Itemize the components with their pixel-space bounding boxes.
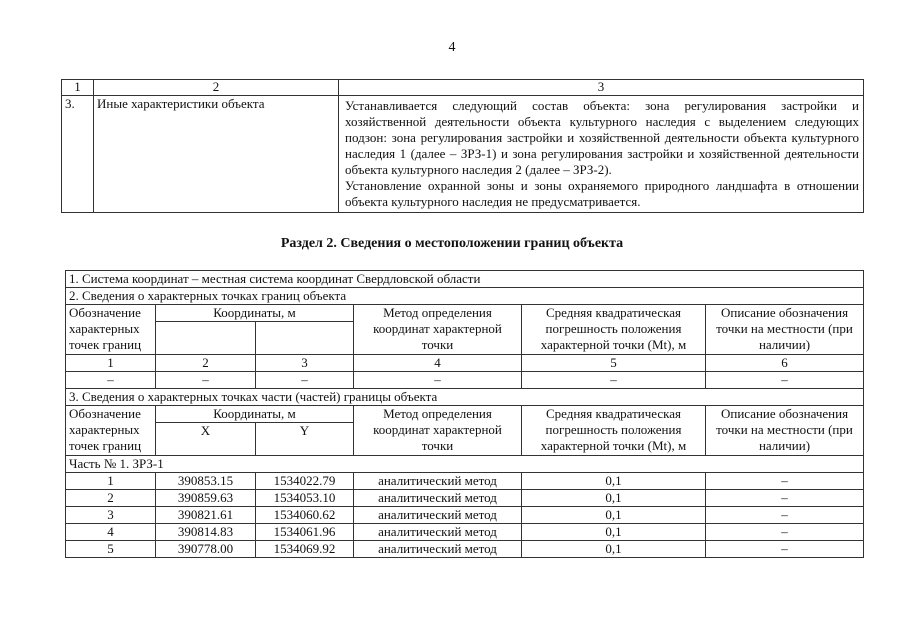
col-header-y bbox=[256, 322, 354, 355]
col-header-x: X bbox=[156, 423, 256, 456]
point-y: 1534022.79 bbox=[256, 473, 354, 490]
col-header-method: Метод определения координат характерной точки bbox=[354, 406, 522, 456]
col-header-designation: Обозначение характерных точек границ bbox=[66, 305, 156, 355]
col-header-method: Метод определения координат характерной точки bbox=[354, 305, 522, 355]
column-number: 6 bbox=[706, 355, 864, 372]
part-label-row: Часть № 1. ЗРЗ-1 bbox=[66, 456, 864, 473]
column-number: 2 bbox=[156, 355, 256, 372]
point-x: 390821.61 bbox=[156, 507, 256, 524]
table-row bbox=[66, 541, 864, 558]
point-number: 4 bbox=[66, 524, 156, 541]
table-row bbox=[66, 473, 864, 490]
point-x: 390853.15 bbox=[156, 473, 256, 490]
page-number: 4 bbox=[448, 40, 456, 55]
col-header-description: Описание обозначения точки на местности (при наличии) bbox=[706, 406, 864, 456]
point-error: 0,1 bbox=[522, 473, 706, 490]
point-error: 0,1 bbox=[522, 490, 706, 507]
column-number: 4 bbox=[354, 355, 522, 372]
point-number: 3 bbox=[66, 507, 156, 524]
row-description bbox=[339, 96, 864, 213]
col-header-coordinates: Координаты, м bbox=[156, 406, 354, 423]
section-row: 3. Сведения о характерных точках части (частей) границы объекта bbox=[66, 389, 864, 406]
point-description: – bbox=[706, 541, 864, 558]
description-paragraph: Устанавливается следующий состав объекта: зона регулирования застройки и хозяйственной деятельности объекта культурного наследия с выделением следующих подзон: зона регулирования застройки и хозяйственной деятельности объекта культурного наследия 1 (далее – ЗРЗ-1) и зона регулирования застройки и хозяйственной деятельности объекта культурного наследия 2 (далее – ЗРЗ-2). bbox=[345, 98, 859, 177]
col-header-description: Описание обозначения точки на местности (при наличии) bbox=[706, 305, 864, 355]
coordinate-system-row: 1. Система координат – местная система координат Свердловской области bbox=[66, 271, 864, 288]
table-row bbox=[66, 524, 864, 541]
dash-cell: – bbox=[522, 372, 706, 389]
section-title: Раздел 2. Сведения о местоположении границ объекта bbox=[280, 236, 624, 251]
point-y: 1534069.92 bbox=[256, 541, 354, 558]
header-cell: 1 bbox=[62, 80, 94, 96]
column-number: 1 bbox=[66, 355, 156, 372]
col-header-coordinates: Координаты, м bbox=[156, 305, 354, 322]
point-error: 0,1 bbox=[522, 541, 706, 558]
point-method: аналитический метод bbox=[354, 473, 522, 490]
boundary-coordinates-table bbox=[65, 270, 864, 558]
section-row: 2. Сведения о характерных точках границ объекта bbox=[66, 288, 864, 305]
point-number: 1 bbox=[66, 473, 156, 490]
point-x: 390814.83 bbox=[156, 524, 256, 541]
header-cell: 3 bbox=[339, 80, 864, 96]
empty-points-row bbox=[66, 372, 864, 389]
point-method: аналитический метод bbox=[354, 490, 522, 507]
dash-cell: – bbox=[66, 372, 156, 389]
point-error: 0,1 bbox=[522, 524, 706, 541]
col-header-error: Средняя квадратическая погрешность положения характерной точки (Mt), м bbox=[522, 305, 706, 355]
table-row bbox=[66, 490, 864, 507]
table-row bbox=[62, 96, 864, 213]
point-x: 390778.00 bbox=[156, 541, 256, 558]
col-header-y: Y bbox=[256, 423, 354, 456]
column-numbers-row bbox=[66, 355, 864, 372]
dash-cell: – bbox=[156, 372, 256, 389]
table-row bbox=[66, 507, 864, 524]
point-y: 1534060.62 bbox=[256, 507, 354, 524]
dash-cell: – bbox=[706, 372, 864, 389]
point-y: 1534053.10 bbox=[256, 490, 354, 507]
row-name: Иные характеристики объекта bbox=[94, 96, 339, 213]
point-method: аналитический метод bbox=[354, 507, 522, 524]
column-number: 5 bbox=[522, 355, 706, 372]
column-number: 3 bbox=[256, 355, 354, 372]
object-characteristics-table bbox=[61, 79, 864, 213]
col-header-x bbox=[156, 322, 256, 355]
point-x: 390859.63 bbox=[156, 490, 256, 507]
point-error: 0,1 bbox=[522, 507, 706, 524]
point-number: 2 bbox=[66, 490, 156, 507]
point-method: аналитический метод bbox=[354, 541, 522, 558]
point-y: 1534061.96 bbox=[256, 524, 354, 541]
point-description: – bbox=[706, 507, 864, 524]
table-header-row bbox=[62, 80, 864, 96]
description-paragraph: Установление охранной зоны и зоны охраняемого природного ландшафта в отношении объекта культурного наследия не предусматривается. bbox=[345, 178, 859, 209]
header-cell: 2 bbox=[94, 80, 339, 96]
point-number: 5 bbox=[66, 541, 156, 558]
col-header-designation: Обозначение характерных точек границ bbox=[66, 406, 156, 456]
point-description: – bbox=[706, 473, 864, 490]
dash-cell: – bbox=[256, 372, 354, 389]
point-method: аналитический метод bbox=[354, 524, 522, 541]
point-description: – bbox=[706, 524, 864, 541]
col-header-error: Средняя квадратическая погрешность положения характерной точки (Mt), м bbox=[522, 406, 706, 456]
point-description: – bbox=[706, 490, 864, 507]
dash-cell: – bbox=[354, 372, 522, 389]
row-number: 3. bbox=[62, 96, 94, 213]
